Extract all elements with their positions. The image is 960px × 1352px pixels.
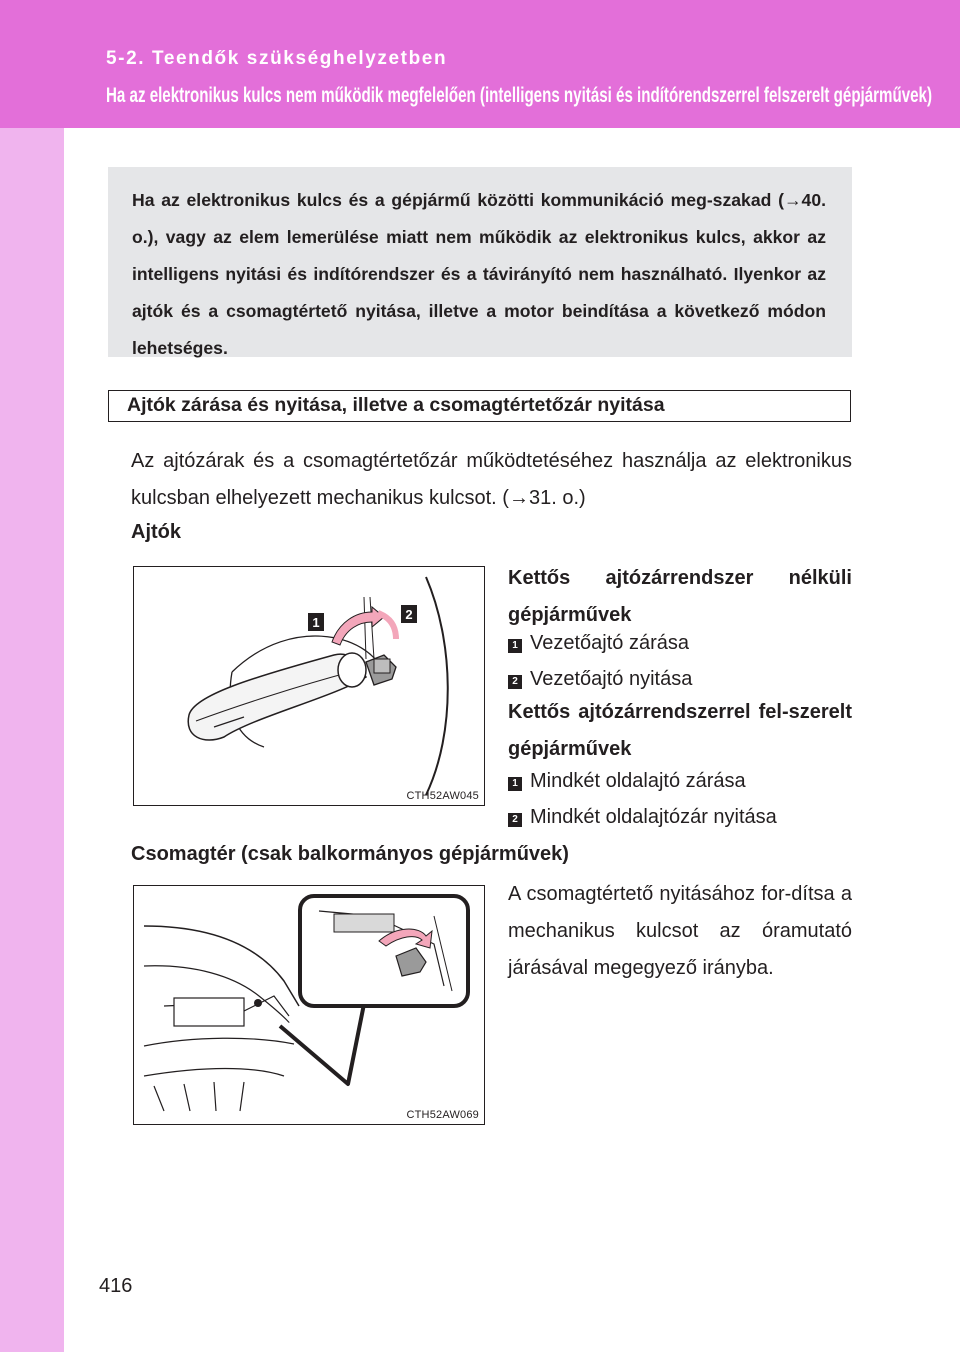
door-handle-figure: [133, 566, 485, 806]
figure-code: CTH52AW069: [406, 1109, 479, 1121]
group1-title: Kettős ajtózárrendszer nélküli gépjárművek: [508, 567, 852, 626]
item-text: Vezetőajtó zárása: [530, 632, 689, 654]
figure-code: CTH52AW045: [406, 790, 479, 802]
callout-1: 1: [312, 615, 320, 630]
number-badge: 2: [508, 813, 522, 827]
page-header: [0, 0, 960, 128]
callout-2: 2: [405, 607, 413, 622]
trunk-figure: [133, 885, 485, 1125]
list-item: [508, 630, 689, 656]
trunk-heading: Csomagtér (csak balkormányos gépjárművek): [131, 843, 569, 865]
number-badge: 1: [508, 639, 522, 653]
body-paragraph: Az ajtózárak és a csomagtértetőzár működtetéséhez használja az elektronikus kulcsban elhelyezett mechanikus kulcsot. (→31. o.): [131, 450, 852, 509]
item-text: Mindkét oldalajtó zárása: [530, 770, 746, 792]
intro-box: Ha az elektronikus kulcs és a gépjármű közötti kommunikáció meg-szakad (→40. o.), vagy az elem lemerülése miatt nem működik az elektronikus kulcs, akkor az intelligens nyitási és indítórendszer és a távirányító nem használható. Ilyenkor az ajtók és a csomagtértető nyitása, illetve a motor beindítása a következő módon lehetséges.: [108, 167, 852, 357]
group2-title: Kettős ajtózárrendszerrel fel-szerelt gépjárművek: [508, 701, 852, 760]
section-box-title: Ajtók zárása és nyitása, illetve a csomagtértetőzár nyitása: [108, 390, 851, 422]
page-subtitle: Ha az elektronikus kulcs nem működik megfelelően (intelligens nyitási és indítórendszerrel felszerelt gépjárművek): [106, 84, 932, 107]
page-number: 416: [99, 1275, 133, 1297]
list-item: [508, 804, 777, 830]
item-text: Mindkét oldalajtózár nyitása: [530, 806, 777, 828]
side-margin-bar: [0, 128, 64, 1352]
item-text: Vezetőajtó nyitása: [530, 668, 693, 690]
list-item: [508, 666, 692, 692]
trunk-text: A csomagtértető nyitásához for-dítsa a mechanikus kulcsot az óramutató járásával megegyező irányba.: [508, 883, 852, 979]
doors-heading: Ajtók: [131, 521, 181, 543]
section-title: 5-2. Teendők szükséghelyzetben: [106, 48, 448, 69]
number-badge: 1: [508, 777, 522, 791]
number-badge: 2: [508, 675, 522, 689]
list-item: [508, 768, 746, 794]
